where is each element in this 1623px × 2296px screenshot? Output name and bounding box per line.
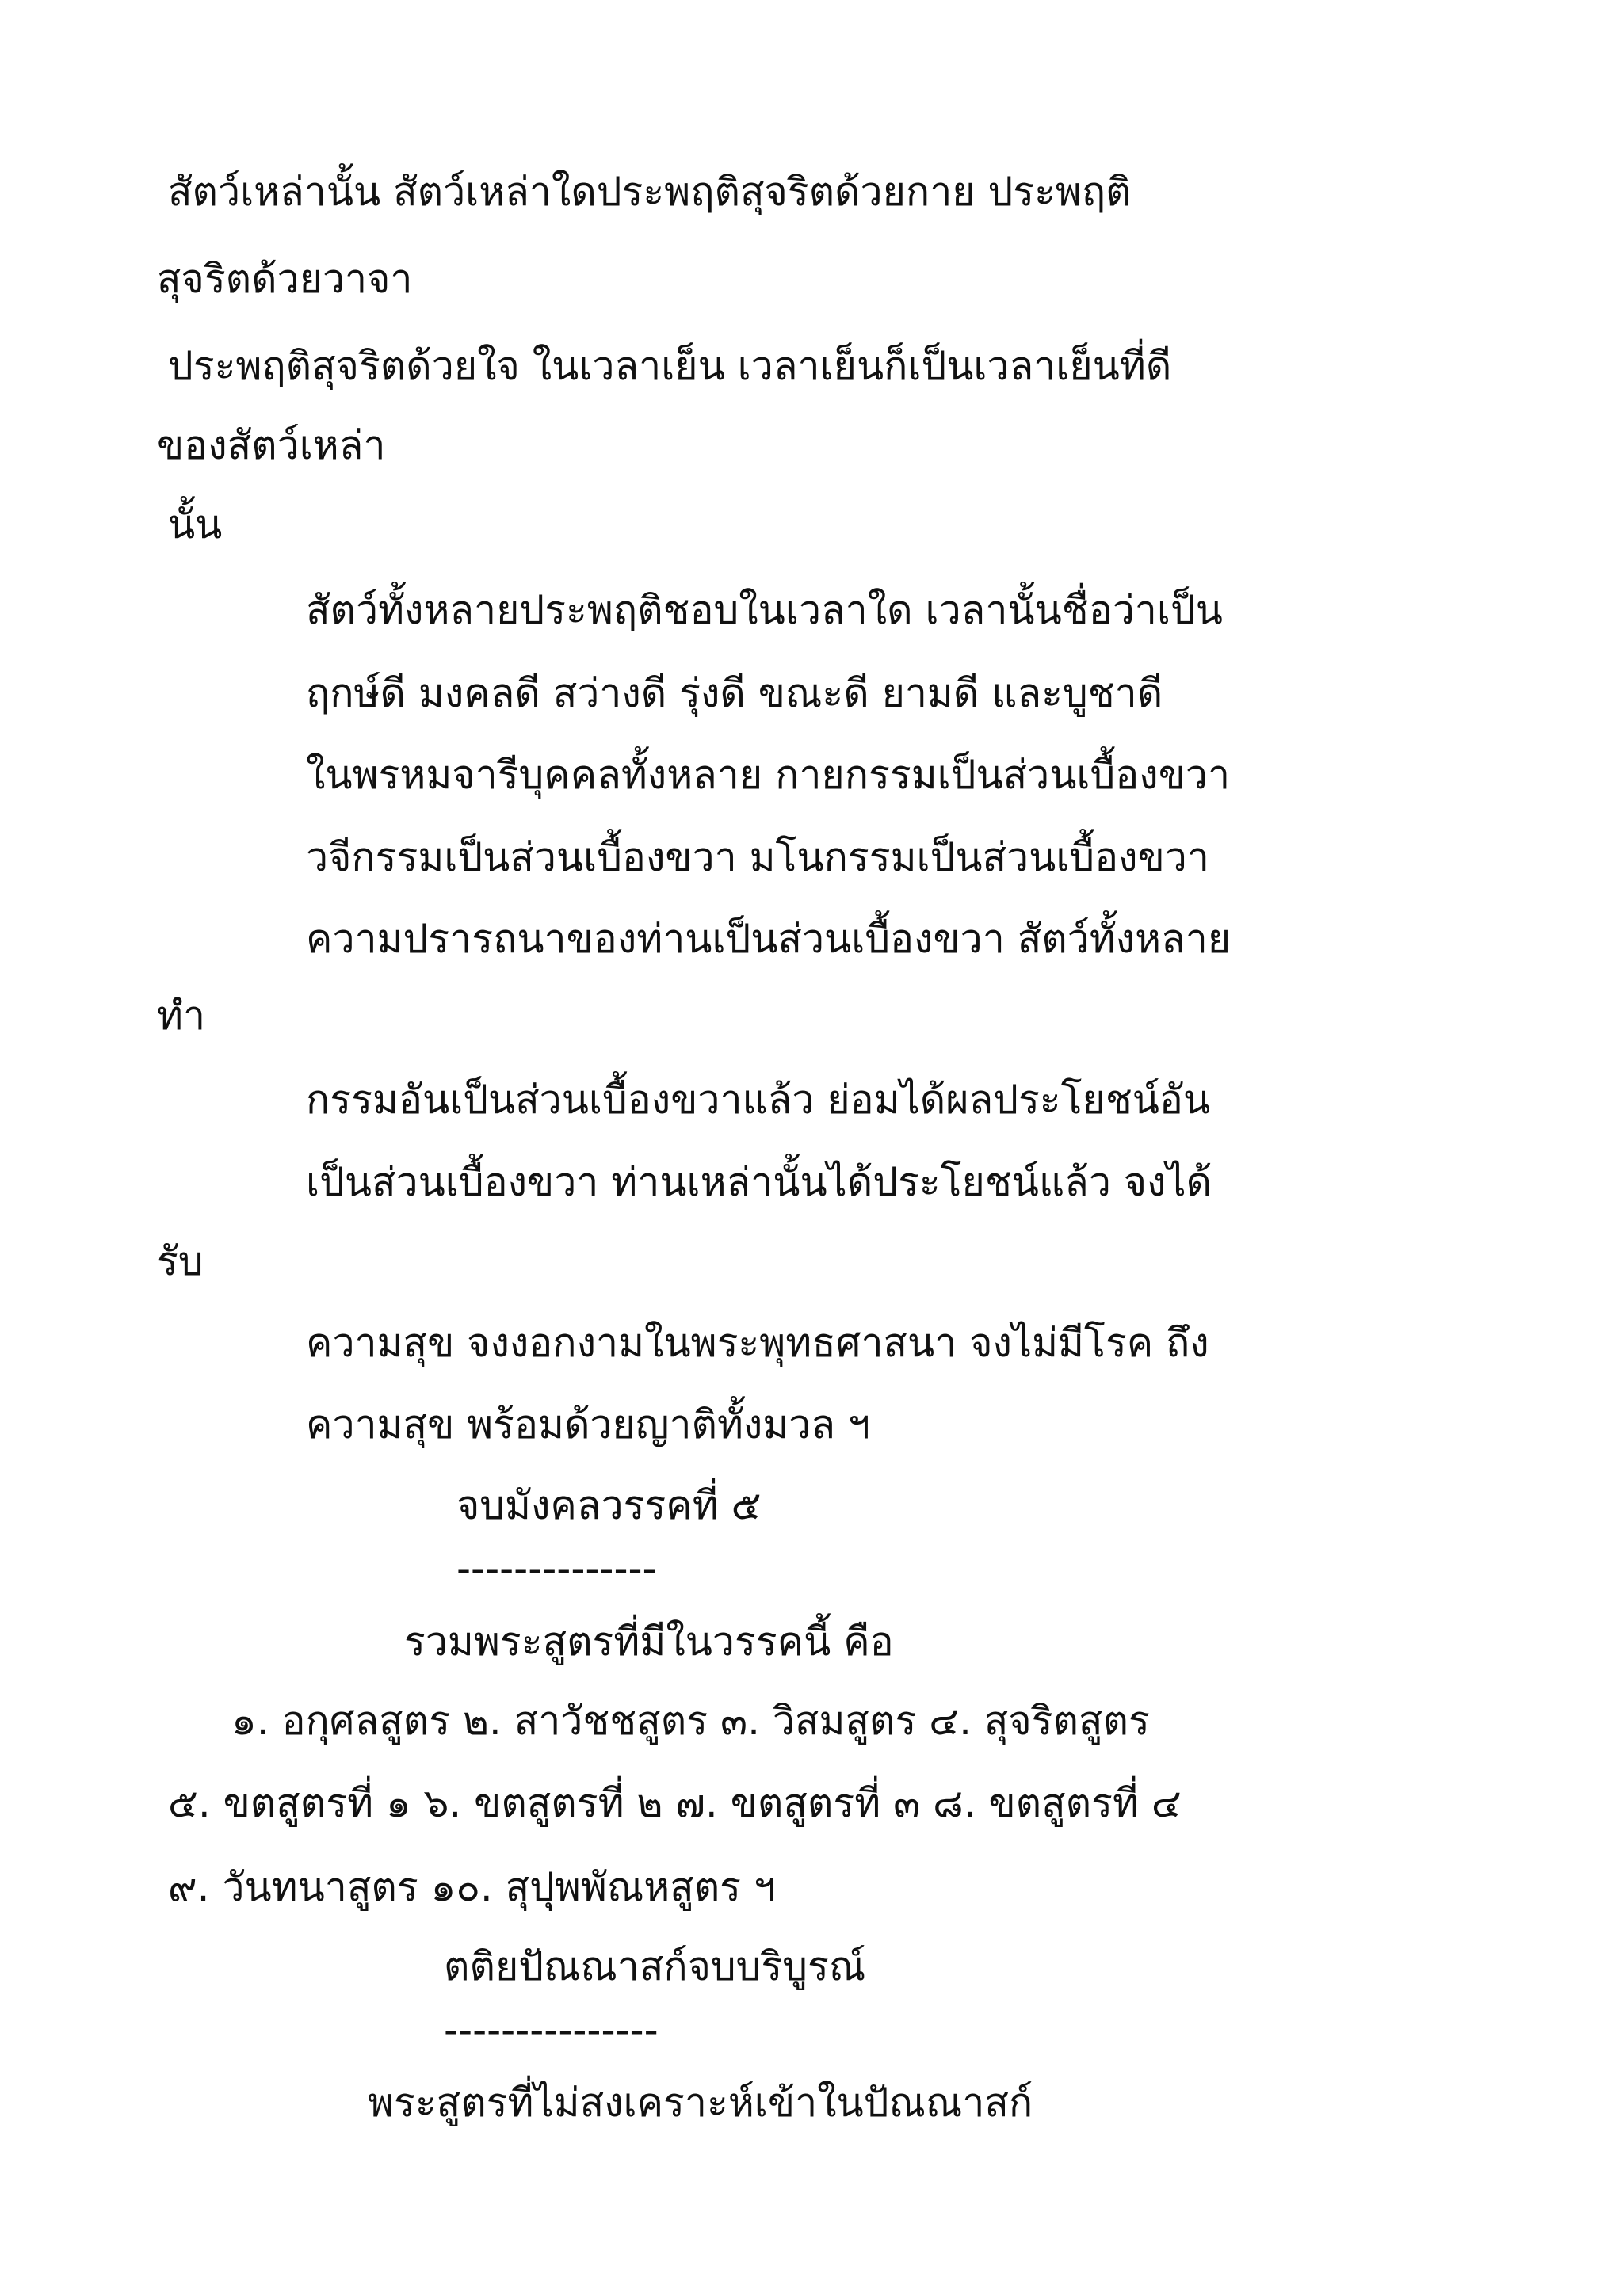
text-line: ความสุข จงงอกงามในพระพุทธศาสนา จงไม่มีโรค ถึง: [306, 1320, 1209, 1366]
text-line: นั้น: [168, 502, 223, 547]
text-line: รับ: [157, 1238, 204, 1284]
text-line: ในพรหมจารีบุคคลทั้งหลาย กายกรรมเป็นส่วนเบื้องขวา: [306, 752, 1231, 798]
text-line: สัตว์เหล่านั้น สัตว์เหล่าใดประพฤติสุจริตด้วยกาย ประพฤติ: [168, 169, 1132, 215]
text-line: ทำ: [157, 993, 206, 1039]
sutta-list-line: ๕. ขตสูตรที่ ๑ ๖. ขตสูตรที่ ๒ ๗. ขตสูตรที่ ๓ ๘. ขตสูตรที่ ๔: [168, 1780, 1182, 1826]
section-ending: ตติยปัณณาสก์จบบริบูรณ์: [444, 1943, 866, 1989]
text-line: เป็นส่วนเบื้องขวา ท่านเหล่านั้นได้ประโยชน์แล้ว จงได้: [306, 1159, 1212, 1205]
text-line: กรรมอันเป็นส่วนเบื้องขวาแล้ว ย่อมได้ผลประโยชน์อัน: [306, 1077, 1211, 1123]
separator-line: --------------: [456, 1546, 657, 1592]
section-heading: พระสูตรที่ไม่สงเคราะห์เข้าในปัณณาสก์: [368, 2080, 1033, 2126]
text-line: สัตว์ทั้งหลายประพฤติชอบในเวลาใด เวลานั้นชื่อว่าเป็น: [306, 587, 1223, 633]
text-line: ความสุข พร้อมด้วยญาติทั้งมวล ฯ: [306, 1402, 870, 1447]
sutta-list-line: ๑. อกุศลสูตร ๒. สาวัชชสูตร ๓. วิสมสูตร ๔. สุจริตสูตร: [231, 1698, 1150, 1744]
text-line: ฤกษ์ดี มงคลดี สว่างดี รุ่งดี ขณะดี ยามดี และบูชาดี: [306, 670, 1163, 716]
separator-line: ---------------: [444, 2007, 659, 2053]
text-line: ของสัตว์เหล่า: [157, 422, 386, 468]
sutta-list-line: ๙. วันทนาสูตร ๑๐. สุปุพพัณหสูตร ฯ: [168, 1864, 776, 1910]
text-line: สุจริตด้วยวาจา: [157, 256, 413, 302]
section-heading: รวมพระสูตรที่มีในวรรคนี้ คือ: [404, 1619, 894, 1665]
text-line: ความปรารถนาของท่านเป็นส่วนเบื้องขวา สัตว์ทั้งหลาย: [306, 916, 1232, 962]
section-ending: จบมังคลวรรคที่ ๕: [456, 1482, 762, 1528]
text-line: วจีกรรมเป็นส่วนเบื้องขวา มโนกรรมเป็นส่วนเบื้องขวา: [306, 834, 1209, 880]
text-line: ประพฤติสุจริตด้วยใจ ในเวลาเย็น เวลาเย็นก็เป็นเวลาเย็นที่ดี: [168, 343, 1172, 389]
